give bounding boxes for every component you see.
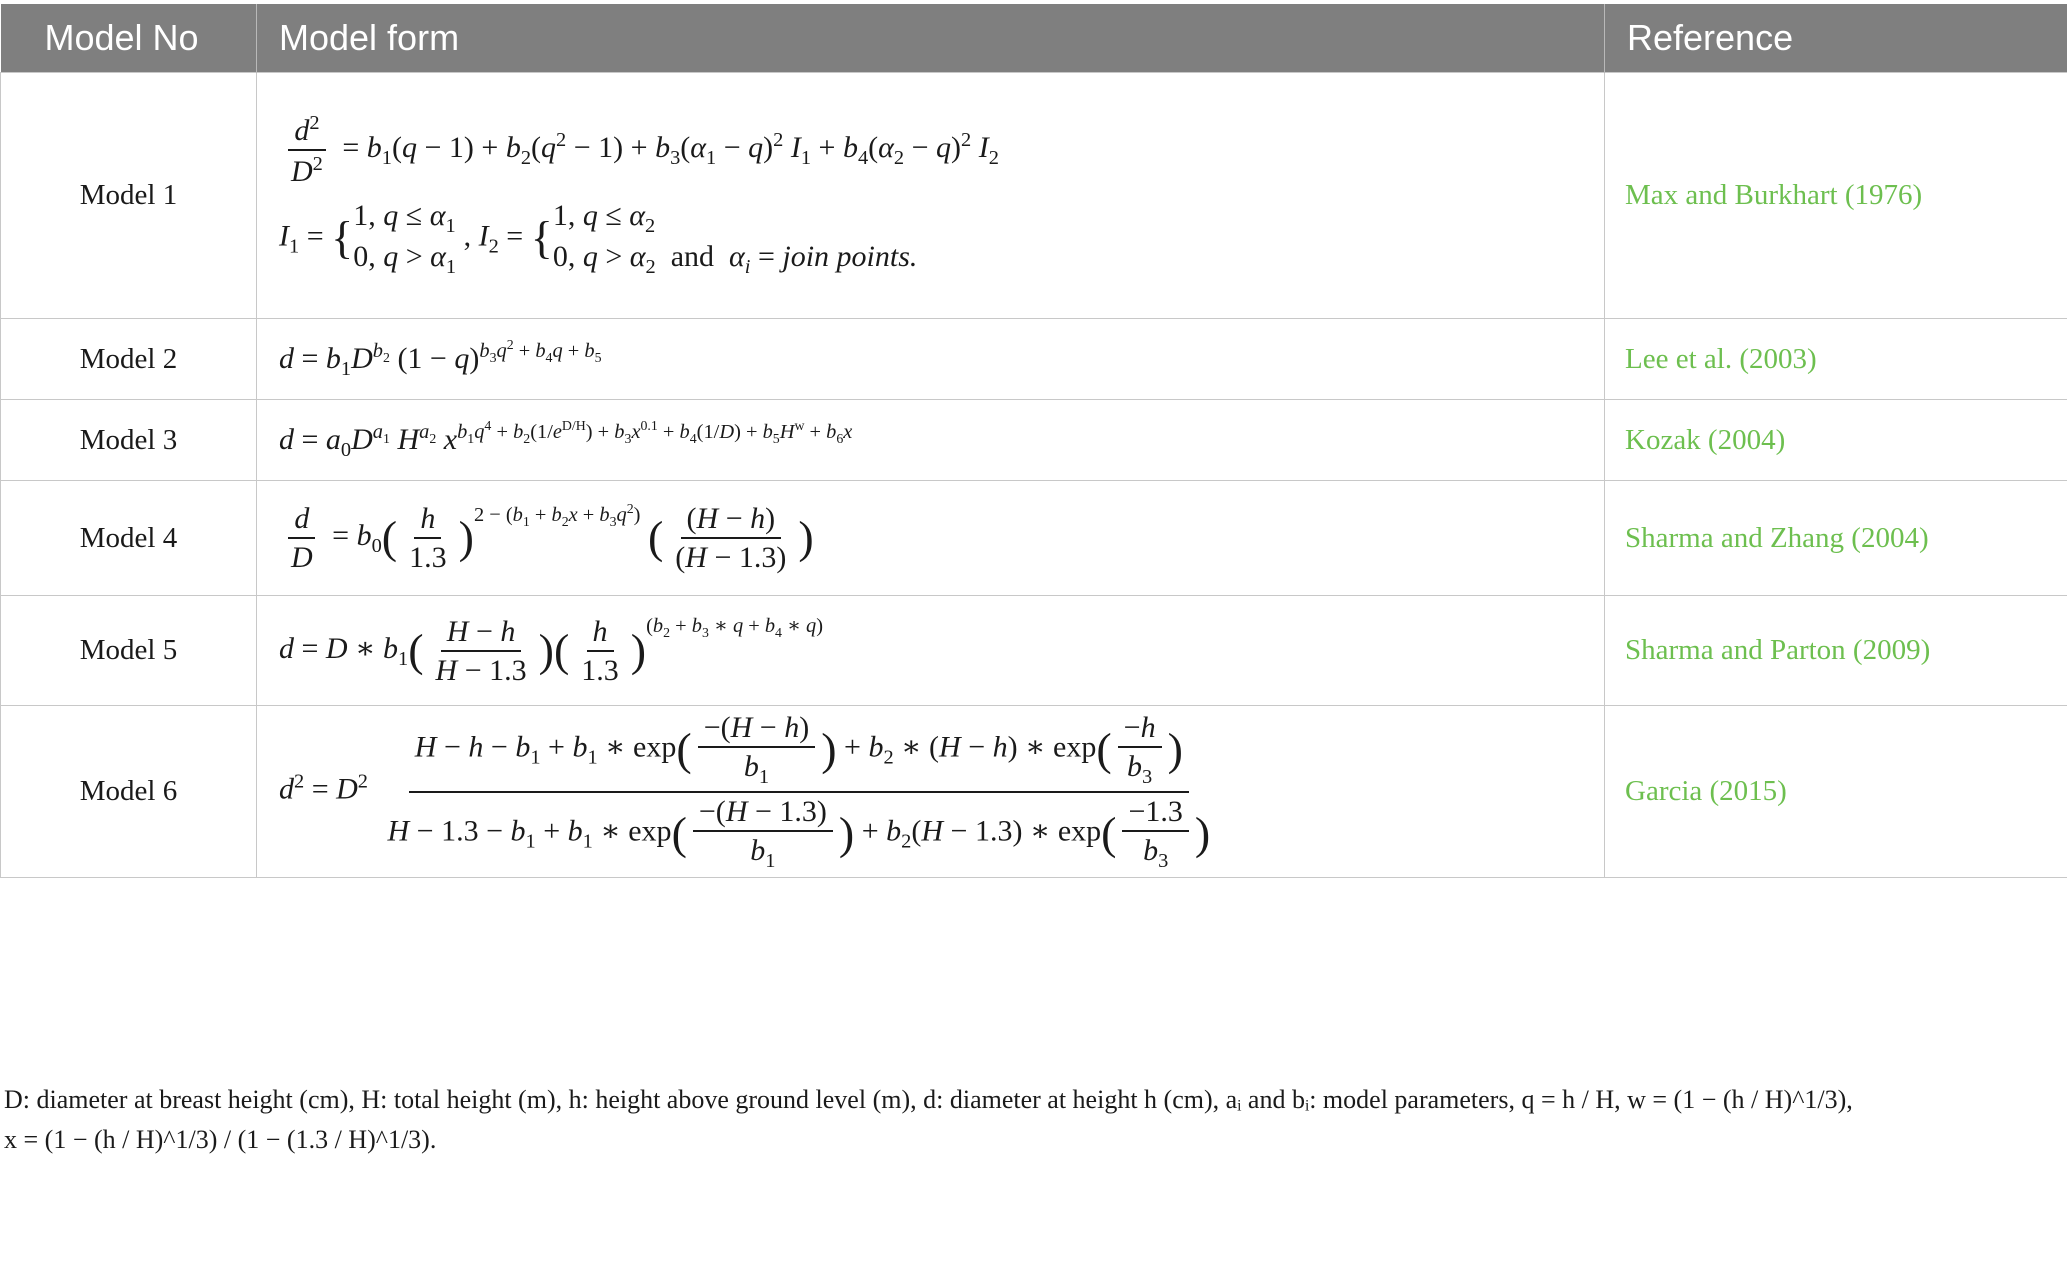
model-form-5: d = D ∗ $b_1$( $\frac{H - h}{H - 1.3}$ )( $\frac{h}{1.3}$ )$^{(b_2 + b_3 ∗ q + b_4 ∗ q)}$ bbox=[257, 596, 1605, 706]
table-row bbox=[1, 596, 2067, 706]
reference-link[interactable]: Garcia (2015) bbox=[1605, 706, 2067, 878]
header-row bbox=[1, 4, 2067, 73]
model-label: Model 1 bbox=[1, 73, 257, 319]
header-reference: Reference bbox=[1605, 4, 2067, 73]
reference-link[interactable]: Sharma and Parton (2009) bbox=[1605, 596, 2067, 706]
table-row bbox=[1, 319, 2067, 400]
reference-link[interactable]: Lee et al. (2003) bbox=[1605, 319, 2067, 400]
model-form-2: $d = b_1D^{b_2}$ $(1 - q)^{b_3q^2 + b_4q + b_5}$ bbox=[257, 319, 1605, 400]
model-label: Model 2 bbox=[1, 319, 257, 400]
model-form-3: $d = a_0D^{a_1}$ $H^{a_2}$ $x^{b_1q^4 + b_2(1/e^{D/H}) + b_3x^{0.1} + b_4(1/D) + b_5H^w + b_6x}$ bbox=[257, 400, 1605, 481]
reference-link[interactable]: Max and Burkhart (1976) bbox=[1605, 73, 2067, 319]
model-form-1: $\frac{d^2}{D^2}$ = $b_1(q - 1) + b_2(q^2 - 1) + b_3(\alpha_1 - q)^2$ $I_1 + b_4(\alpha_2 - q)^2$ $I_2$ $I_1 = \{1$, $q \le \alpha_1$ 0, $q > \alpha_1$ , $I_2 = \{1$, $q \le \alpha_2$ 0, $q > \alpha_2$ and $\alpha_i$ = join points. bbox=[257, 73, 1605, 319]
model-table bbox=[0, 4, 2067, 878]
model-label: Model 5 bbox=[1, 596, 257, 706]
header-model-form: Model form bbox=[257, 4, 1605, 73]
model-label: Model 3 bbox=[1, 400, 257, 481]
footnote-line-2: x = (1 − (h / H)^1/3) / (1 − (1.3 / H)^1/3). bbox=[4, 1124, 437, 1154]
model-label: Model 6 bbox=[1, 706, 257, 878]
header-model-no: Model No bbox=[1, 4, 257, 73]
table-row bbox=[1, 400, 2067, 481]
model-form-4: $\frac{d}{D}$ = $b_0$( $\frac{h}{1.3}$ )$^{2 - (b_1 + b_2x + b_3q^2)}$ ( $\frac{(H - h)}{(H - 1.3)}$ ) bbox=[257, 481, 1605, 596]
footnote-line-1: D: diameter at breast height (cm), H: total height (m), h: height above ground level (m), d: diameter at height h (cm), aᵢ and bᵢ: model parameters, q = h / H, w = (1 − (h / H)^1/3), bbox=[4, 1085, 1853, 1114]
table-row bbox=[1, 706, 2067, 878]
reference-link[interactable]: Sharma and Zhang (2004) bbox=[1605, 481, 2067, 596]
model-form-6: $d^2 = D^2$ $H - h - b_1 + b_1$ ∗ exp( $\frac{-(H - h)}{b_1}$ ) + $b_2$ ∗ (H − h) ∗ exp( $\frac{-h}{b_3}$ ) $H - 1.3 - b_1 + b_1$ ∗ exp( $\frac{-(H - 1.3)}{b_1}$ ) + $b_2(H - 1.3)$ ∗ exp( $\frac{-1.3}{b_3}$ ) bbox=[257, 706, 1605, 878]
table-row bbox=[1, 73, 2067, 319]
reference-link[interactable]: Kozak (2004) bbox=[1605, 400, 2067, 481]
model-label: Model 4 bbox=[1, 481, 257, 596]
table-row bbox=[1, 481, 2067, 596]
table-footnote bbox=[4, 1083, 2059, 1157]
